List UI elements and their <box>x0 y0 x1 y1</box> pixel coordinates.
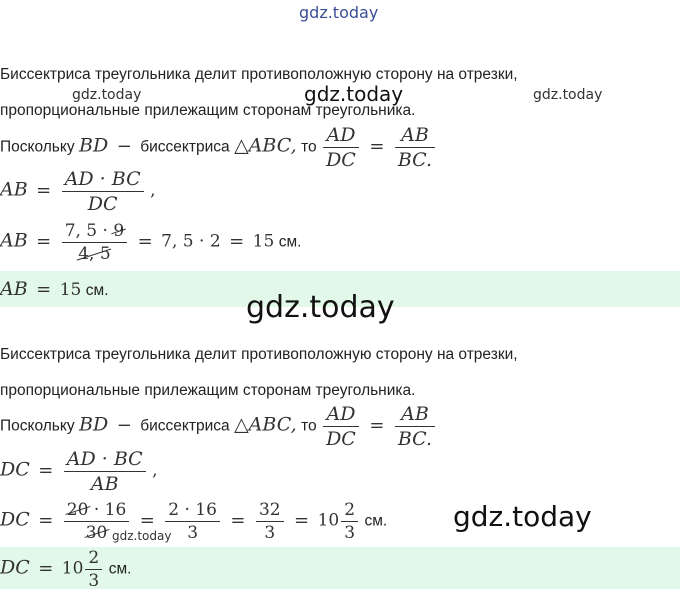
watermark-center: gdz.today <box>304 82 404 106</box>
fraction-numeric: $\frac{7, 5 \cdot 9}{4, 5}$ <box>62 221 127 264</box>
fraction-ad-bc-dc: $\frac{AD \cdot BC}{DC}$ <box>62 168 144 215</box>
answer-fraction: $\frac{2}{3}$ <box>85 548 102 591</box>
bisector-text: биссектриса <box>140 138 230 156</box>
equation-4: DC = $\frac{20 \cdot 16}{30}$ = $\frac{2 \cdot 16}{3}$ = $\frac{32}{3}$ = 10 $\frac{2}{3}$ см. <box>0 500 388 543</box>
watermark-small-left: gdz.today <box>72 87 142 103</box>
fraction-ab-bc-b: $\frac{AB}{BC.}$ <box>395 403 435 450</box>
rule-line-1-b: Биссектриса треугольника делит противоположную сторону на отрезки, <box>0 346 518 363</box>
triangle-symbol: △ABC, <box>234 134 297 157</box>
fraction-ad-dc-b: $\frac{AD}{DC}$ <box>323 403 359 450</box>
dash: − <box>116 135 132 157</box>
watermark-small-right: gdz.today <box>533 87 603 103</box>
fraction-2-3: $\frac{2}{3}$ <box>341 500 358 543</box>
answer-2: DC = 10 $\frac{2}{3}$ см. <box>0 548 132 591</box>
rule-line-1: Биссектриса треугольника делит противоположную сторону на отрезки, <box>0 66 518 83</box>
fraction-ab-bc: $\frac{AB}{BC.}$ <box>395 124 435 171</box>
fraction-ad-bc-ab: $\frac{AD \cdot BC}{AB}$ <box>64 448 146 495</box>
watermark-big-right: gdz.today <box>453 500 592 533</box>
equation-1: AB = $\frac{AD \cdot BC}{DC}$ , <box>0 168 156 215</box>
watermark-inline-small: gdz.today <box>112 529 172 543</box>
bd-symbol: BD <box>79 134 109 157</box>
fraction-ad-dc: $\frac{AD}{DC}$ <box>323 124 359 171</box>
since-line-1: Поскольку BD − биссектриса △ABC, то $\frac{AD}{DC}$ = $\frac{AB}{BC.}$ <box>0 124 437 171</box>
then-text: то <box>301 138 317 156</box>
watermark-top: gdz.today <box>299 3 379 22</box>
equation-2: AB = $\frac{7, 5 \cdot 9}{4, 5}$ = 7, 5 · 2 = 15 см. <box>0 221 302 264</box>
answer-1: AB = 15 см. <box>0 278 109 300</box>
rule-line-2: пропорциональные прилежащим сторонам треугольника. <box>0 102 416 119</box>
equation-3: DC = $\frac{AD \cdot BC}{AB}$ , <box>0 448 158 495</box>
rule-line-2-b: пропорциональные прилежащим сторонам треугольника. <box>0 382 416 399</box>
fraction-2-16-3: $\frac{2 \cdot 16}{3}$ <box>165 500 220 543</box>
fraction-32-3: $\frac{32}{3}$ <box>256 500 284 543</box>
since-text: Поскольку <box>0 138 75 156</box>
fraction-20-16-30: $\frac{20 \cdot 16}{30}$ <box>64 500 129 543</box>
watermark-big-mid: gdz.today <box>246 290 395 325</box>
since-line-2: Поскольку BD − биссектриса △ABC, то $\frac{AD}{DC}$ = $\frac{AB}{BC.}$ <box>0 403 437 450</box>
